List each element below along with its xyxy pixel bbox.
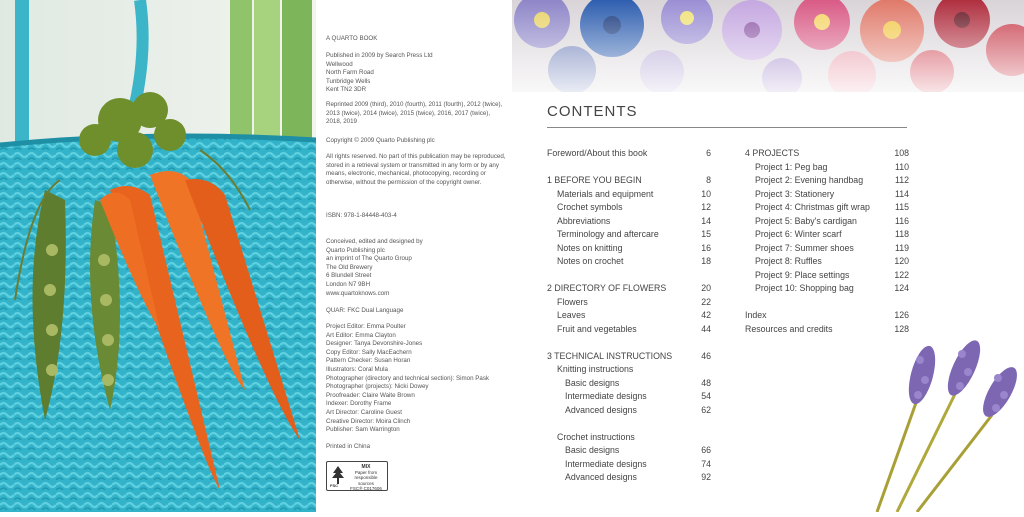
toc-page-number: 92 [701,472,711,482]
toc-page-number: 22 [701,296,711,307]
toc-label: Project 3: Stationery [755,188,835,199]
toc-label: 2 DIRECTORY OF FLOWERS [547,283,667,293]
toc-page-number: 122 [894,269,909,280]
toc-page-number: 114 [894,188,909,199]
toc-page-number: 118 [894,229,909,239]
imprint-printed: Printed in China [326,443,371,450]
toc-label: Project 8: Ruffles [755,256,822,266]
contents-title: CONTENTS [547,103,638,120]
imprint-isbn: ISBN: 978-1-84448-403-4 [326,212,397,219]
toc-page-number: 119 [894,242,909,253]
toc-label: Advanced designs [565,472,637,482]
toc-label: 3 TECHNICAL INSTRUCTIONS [547,350,673,361]
imprint-publisher: Published in 2009 by Search Press Ltd Wellwood North Farm Road Tunbridge Wells Kent TN2 3DR [326,52,433,94]
fsc-logo [326,461,388,491]
fsc-mix: MIX [361,464,371,470]
imprint-conceived: Conceived, edited and designed by Quarto Publishing plc an imprint of The Quarto Group The Old Brewery 6 Blundell Street London N7 9BH www.quartoknows.com [326,238,423,297]
toc-page-number: 20 [701,283,711,293]
toc-page-number: 124 [894,283,909,293]
toc-label: Crochet instructions [557,431,635,442]
lavender-image [862,340,1024,512]
toc-page-number: 66 [701,445,711,455]
toc-page-number: 112 [894,175,909,185]
toc-page-number: 54 [701,391,711,401]
imprint-reprints: Reprinted 2009 (third), 2010 (fourth), 2011 (fourth), 2012 (twice), 2013 (twice), 2014 (twice), 2015 (twice), 2016, 2017 (twice), 2018, 2019 [326,101,503,126]
cover-photo-basket [0,0,316,512]
toc-page-number: 12 [701,202,711,212]
toc-label: Index [745,310,767,320]
toc-label: Basic designs [565,445,620,455]
toc-label: 1 BEFORE YOU BEGIN [547,175,642,185]
toc-page-number: 16 [701,242,711,253]
imprint-copyright: Copyright © 2009 Quarto Publishing plc [326,137,435,144]
toc-label: 4 PROJECTS [745,148,800,158]
toc-label: Project 6: Winter scarf [755,229,842,239]
fsc-line3: FSC® C017606 [350,485,382,491]
toc-label: Project 10: Shopping bag [755,283,854,293]
toc-page-number: 108 [894,148,909,158]
toc-page-number: 46 [701,350,711,361]
toc-page-number: 8 [706,175,711,185]
toc-page-number: 120 [894,256,909,266]
toc-label: Terminology and aftercare [557,229,659,239]
toc-label: Project 2: Evening handbag [755,175,864,185]
toc-label: Knitting instructions [557,364,634,374]
flower-banner-image [512,0,1024,92]
toc-label: Basic designs [565,377,620,388]
toc-label: Project 5: Baby's cardigan [755,215,857,226]
toc-label: Resources and credits [745,323,833,334]
toc-label: Intermediate designs [565,458,647,469]
fsc-tree-icon [331,465,345,485]
imprint-page [316,0,512,512]
fsc-line1: Paper from [354,470,378,476]
fsc-line2: responsible sources [354,475,378,486]
toc-label: Intermediate designs [565,391,647,401]
title-divider [547,127,907,128]
toc-page-number: 110 [894,161,909,172]
toc-label: Project 7: Summer shoes [755,242,854,253]
toc-page-number: 116 [894,215,909,226]
toc-page-number: 48 [701,377,711,388]
toc-page-number: 74 [701,458,711,469]
toc-page-number: 10 [701,188,711,199]
toc-page-number: 44 [701,323,711,334]
toc-label: Project 9: Place settings [755,269,850,280]
toc-page-number: 128 [894,323,909,334]
toc-page-number: 42 [701,310,711,320]
toc-page-number: 6 [706,148,711,158]
imprint-series: A QUARTO BOOK [326,35,378,42]
toc-label: Project 1: Peg bag [755,161,828,172]
toc-label: Abbreviations [557,215,611,226]
toc-label: Materials and equipment [557,188,654,199]
toc-page-number: 18 [701,256,711,266]
toc-label: Advanced designs [565,404,637,415]
toc-page-number: 14 [701,215,711,226]
fsc-logo-text: FSC [330,483,338,488]
toc-label: Notes on knitting [557,242,623,253]
toc-label: Crochet symbols [557,202,623,212]
toc-page-number: 62 [701,404,711,415]
toc-label: Foreword/About this book [547,148,648,158]
toc-label: Fruit and vegetables [557,323,637,334]
toc-label: Notes on crochet [557,256,624,266]
imprint-rights: All rights reserved. No part of this publication may be reproduced, stored in a retrieval system or transmitted in any form or by any means, electronic, mechanical, photocopying, recording or otherwise, without the permission of the copyright owner. [326,153,506,186]
imprint-quar: QUAR: FKC Dual Language [326,307,404,314]
toc-page-number: 126 [894,310,909,320]
toc-label: Project 4: Christmas gift wrap [755,202,870,212]
toc-label: Flowers [557,296,588,307]
toc-page-number: 15 [701,229,711,239]
toc-label: Leaves [557,310,586,320]
imprint-credits: Project Editor: Emma Poulter Art Editor: Emma Clayton Designer: Tanya Devonshire-Jones Copy Editor: Sally MacEachern Pattern Checker: Susan Horan Illustrators: Coral Mula Photographer (directory and technical section): Simon Pask Photographer (projects): Nicki Dowey Proofreader: Claire Waite Brown Indexer: Dorothy Frame Art Director: Caroline Guest Creative Director: Moira Clinch Publisher: Sam Warrington [326,323,490,434]
toc-page-number: 115 [894,202,909,212]
